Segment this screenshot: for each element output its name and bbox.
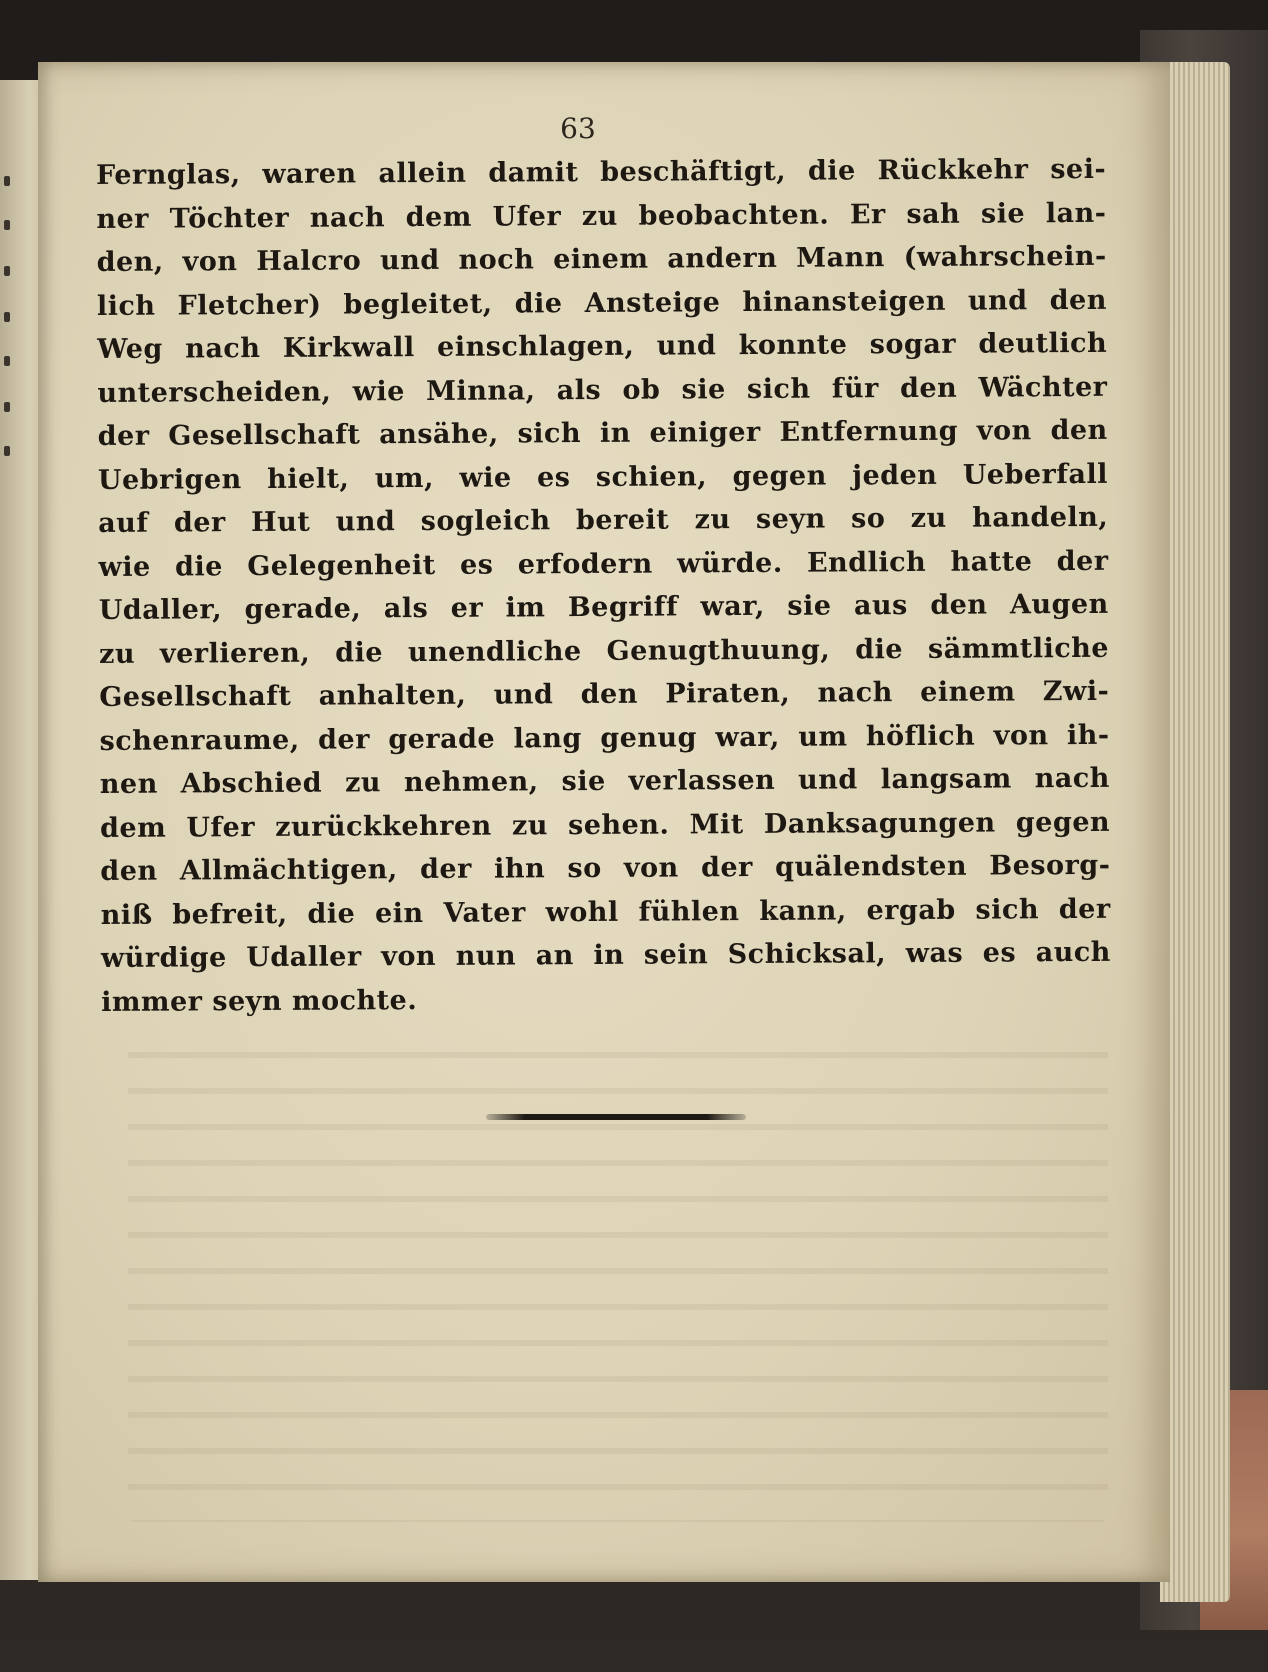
text-line: auf der Hut und sogleich bereit zu seyn so zu handeln, [98,501,1109,539]
text-line: schenraume, der gerade lang genug war, um höflich von ih- [99,719,1110,757]
text-line: wie die Gelegenheit es erfodern würde. Endlich hatte der [98,545,1109,583]
text-line: nen Abschied zu nehmen, sie verlassen und langsam nach [99,762,1110,800]
facing-page-glyph [4,402,10,412]
text-line: dem Ufer zurückkehren zu sehen. Mit Danksagungen gegen [100,806,1111,844]
page-edges [1160,62,1230,1602]
text-line: Gesellschaft anhalten, und den Piraten, nach einem Zwi- [99,675,1110,713]
bleed-through [128,1022,1108,1522]
text-line: Udaller, gerade, als er im Begriff war, sie aus den Augen [98,588,1109,626]
text-line: den, von Halcro und noch einem andern Mann (wahrschein- [96,240,1107,278]
page-number: 63 [560,112,596,145]
text-line: den Allmächtigen, der ihn so von der quälendsten Besorg- [100,849,1111,887]
facing-page-glyph [4,266,10,276]
text-line: lich Fletcher) begleitet, die Ansteige hinansteigen und den [96,284,1108,322]
text-line-last: immer seyn mochte. [101,984,418,1018]
text-line: Uebrigen hielt, um, wie es schien, gegen jeden Ueberfall [97,458,1109,496]
text-line: der Gesellschaft ansähe, sich in einiger Entfernung von den [97,414,1108,452]
end-rule [486,1114,746,1120]
text-line: Fernglas, waren allein damit beschäftigt, die Rückkehr sei- [96,153,1107,191]
text-line: niß befreit, die ein Vater wohl fühlen kann, ergab sich der [100,893,1111,931]
text-line: würdige Udaller von nun an in sein Schicksal, was es auch [100,936,1111,974]
facing-page-glyph [4,312,10,322]
text-line: unterscheiden, wie Minna, als ob sie sich für den Wächter [97,371,1108,409]
facing-page-glyph [4,176,10,186]
facing-page-glyph [4,356,10,366]
text-line: ner Töchter nach dem Ufer zu beobachten. Er sah sie lan- [96,197,1107,235]
text-line: Weg nach Kirkwall einschlagen, und konnte sogar deutlich [97,327,1108,365]
body-text [96,148,1111,1024]
book-page [38,62,1170,1582]
text-line: zu verlieren, die unendliche Genugthuung, die sämmtliche [98,632,1110,670]
facing-page-glyph [4,446,10,456]
facing-page-glyph [4,220,10,230]
